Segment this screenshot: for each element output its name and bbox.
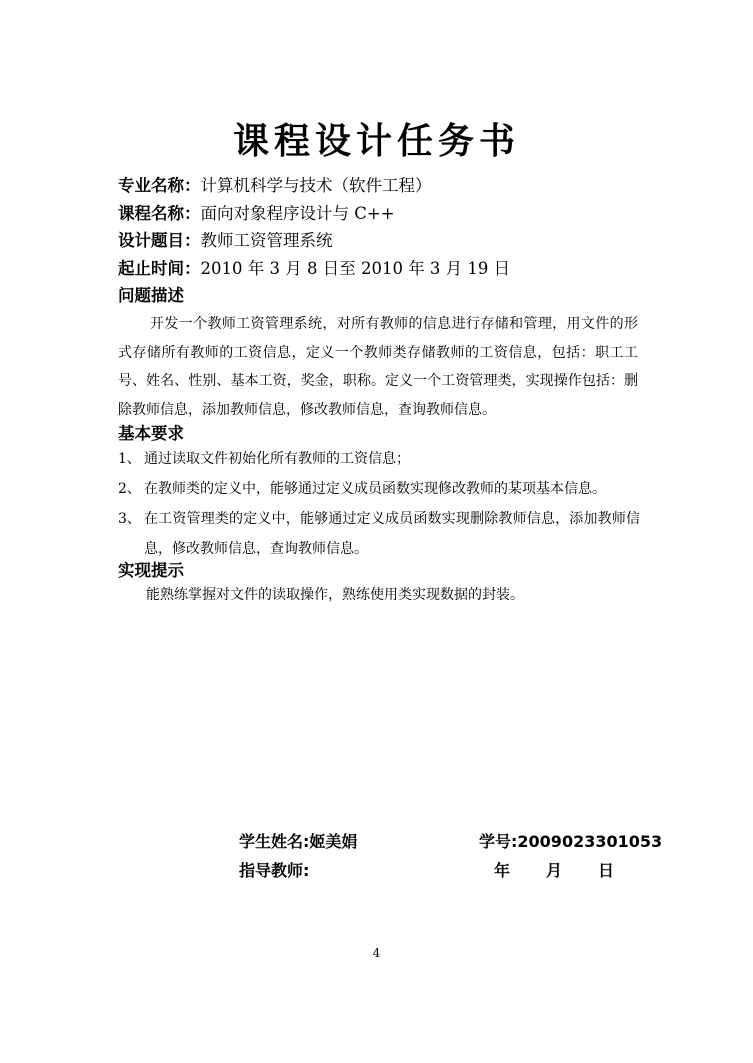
requirements-heading: 基本要求 (118, 424, 184, 443)
list-item (118, 504, 640, 564)
info-topic-value: 教师工资管理系统 (200, 231, 333, 250)
hints-text: 能熟练掌握对文件的读取操作，熟练使用类实现数据的封装。 (146, 587, 524, 603)
hints-heading: 实现提示 (118, 561, 184, 580)
info-course (118, 204, 395, 224)
list-item-number: 3、 (118, 511, 141, 527)
problem-text: 开发一个教师工资管理系统，对所有教师的信息进行存储和管理，用文件的形式存储所有教师的工资信息，定义一个教师类存储教师的工资信息，包括：职工工号、姓名、性别、基本工资，奖金，职称。定义一个工资管理类，实现操作包括：删除教师信息，添加教师信息，修改教师信息，查询教师信息。 (118, 316, 638, 418)
info-major (118, 176, 432, 196)
problem-heading: 问题描述 (118, 286, 184, 305)
student-name-label: 学生姓名: (239, 832, 310, 851)
list-item-text: 在工资管理类的定义中，能够通过定义成员函数实现删除教师信息，添加教师信息，修改教师信息，查询教师信息。 (144, 511, 640, 557)
list-item-number: 1、 (118, 451, 141, 467)
list-item-text: 通过读取文件初始化所有教师的工资信息； (144, 451, 410, 467)
info-course-label: 课程名称： (118, 204, 201, 223)
list-item-text: 在教师类的定义中，能够通过定义成员函数实现修改教师的某项基本信息。 (144, 481, 606, 497)
info-period-label: 起止时间： (118, 259, 201, 278)
date-year: 年 (494, 861, 511, 880)
student-id-value: 2009023301053 (517, 832, 663, 851)
list-item-number: 2、 (118, 481, 141, 497)
info-period-value: 2010 年 3 月 8 日至 2010 年 3 月 19 日 (200, 259, 511, 278)
info-major-label: 专业名称： (118, 176, 201, 195)
info-course-value: 面向对象程序设计与 C++ (200, 204, 395, 223)
date-month: 月 (546, 861, 563, 880)
student-id-label: 学号: (479, 832, 518, 851)
info-major-value: 计算机科学与技术（软件工程） (200, 176, 432, 195)
date-day: 日 (598, 861, 615, 880)
list-item (118, 474, 640, 504)
info-topic-label: 设计题目： (118, 231, 201, 250)
page-number: 4 (372, 946, 381, 960)
info-topic (118, 231, 333, 251)
document-title: 课程设计任务书 (232, 121, 520, 162)
requirements-list (118, 444, 640, 564)
info-period (118, 259, 510, 279)
list-item (118, 444, 640, 474)
student-name-line (239, 832, 357, 852)
advisor-label: 指导教师: (239, 861, 310, 880)
student-name-value: 姬美娟 (309, 832, 358, 851)
student-id-line (479, 832, 662, 852)
